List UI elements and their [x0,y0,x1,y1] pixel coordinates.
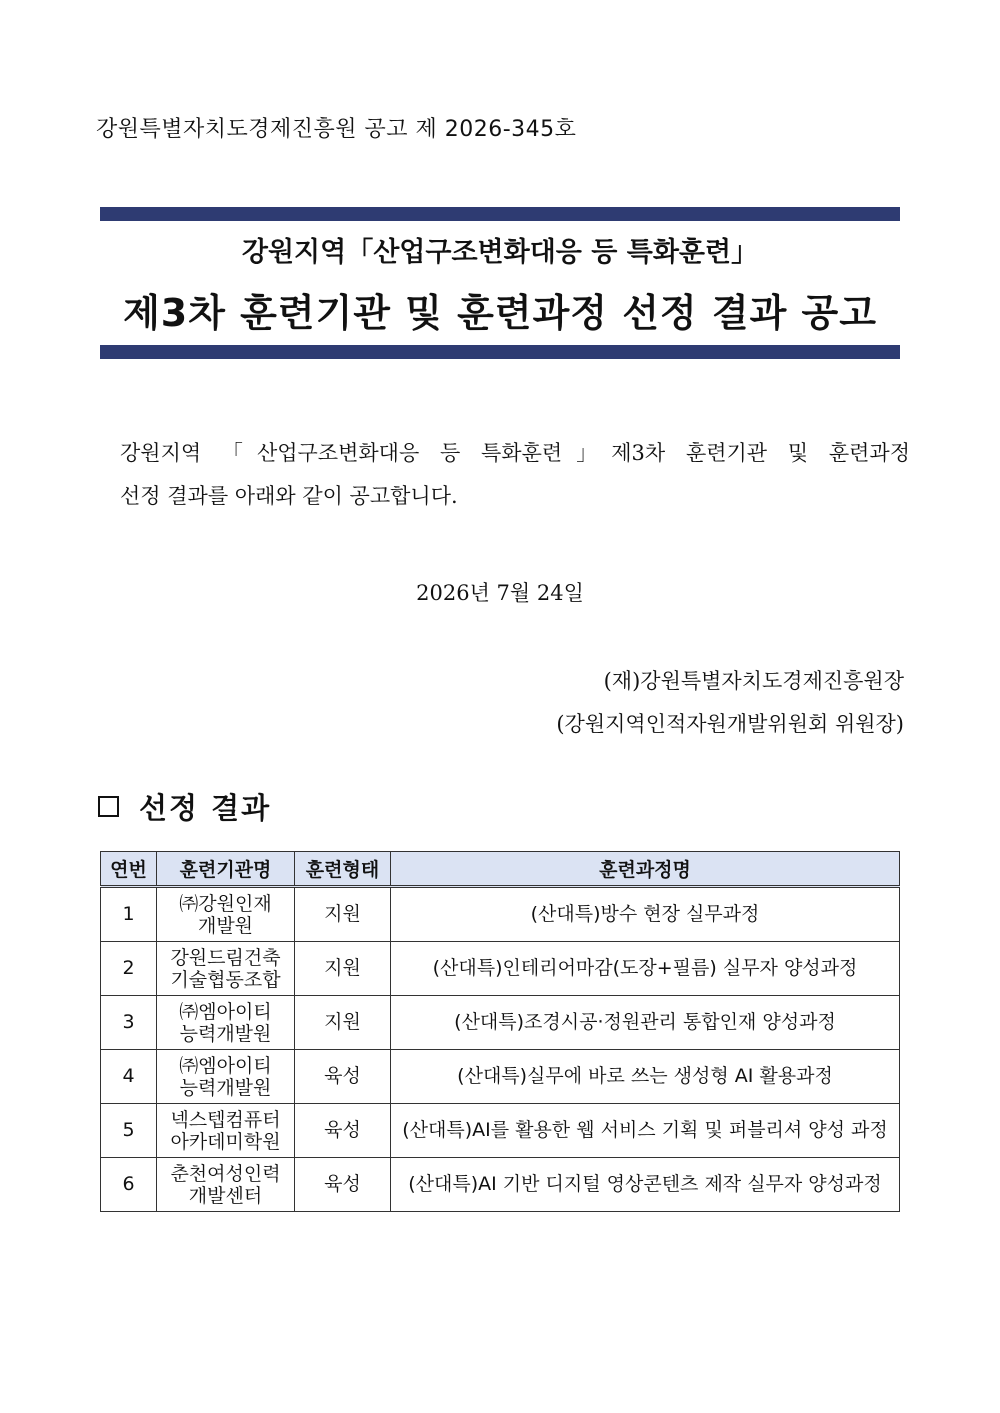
row-institution [157,996,295,1050]
notice-number: 강원특별자치도경제진흥원 공고 제 2026-345호 [96,117,577,142]
section-heading [98,786,271,827]
header-institution: 훈련기관명 [157,852,295,887]
announcement-body [120,432,910,518]
row-training-type: 지원 [295,942,391,996]
institution-line1: ㈜엠아이티 [179,1054,272,1077]
table-row [101,887,900,942]
document-title-line1: 강원지역「산업구조변화대응 등 특화훈련」 [241,237,759,268]
row-no: 3 [101,996,157,1050]
header-no: 연번 [101,852,157,887]
header-course-name: 훈련과정명 [391,852,900,887]
row-course-name: (산대특)AI를 활용한 웹 서비스 기획 및 퍼블리셔 양성 과정 [391,1104,900,1158]
institution-line2: 개발원 [197,914,254,937]
row-course-name: (산대특)AI 기반 디지털 영상콘텐츠 제작 실무자 양성과정 [391,1158,900,1212]
row-no: 5 [101,1104,157,1158]
table-header-row [101,852,900,887]
section-title: 선정 결과 [139,791,272,825]
announcement-body-line1: 강원지역 「산업구조변화대응 등 특화훈련」제3차 훈련기관 및 훈련과정 [120,441,910,465]
table-row [101,942,900,996]
issuer-name: (재)강원특별자치도경제진흥원장 [603,669,904,693]
issuer-committee: (강원지역인적자원개발위원회 위원장) [556,712,904,736]
title-bar-bottom [100,345,900,359]
table-row [101,1050,900,1104]
table-row [101,1104,900,1158]
empty-square-icon [98,796,119,817]
row-course-name: (산대특)방수 현장 실무과정 [391,887,900,942]
institution-line1: 강원드림건축 [170,946,281,969]
table-row [101,1158,900,1212]
row-course-name: (산대특)실무에 바로 쓰는 생성형 AI 활용과정 [391,1050,900,1104]
institution-line1: ㈜엠아이티 [179,1000,272,1023]
row-no: 4 [101,1050,157,1104]
row-institution [157,942,295,996]
results-table [100,851,900,1212]
institution-line2: 기술협동조합 [170,968,281,991]
document-title-line2: 제3차 훈련기관 및 훈련과정 선정 결과 공고 [123,291,877,335]
row-institution [157,887,295,942]
row-training-type: 육성 [295,1050,391,1104]
row-institution [157,1158,295,1212]
row-training-type: 지원 [295,887,391,942]
row-institution [157,1050,295,1104]
header-training-type: 훈련형태 [295,852,391,887]
institution-line2: 아카데미학원 [170,1130,281,1153]
issuer-block [556,660,904,746]
row-training-type: 지원 [295,996,391,1050]
title-bar-top [100,207,900,221]
institution-line2: 능력개발원 [179,1022,272,1045]
row-no: 6 [101,1158,157,1212]
institution-line2: 개발센터 [188,1184,263,1207]
announcement-date: 2026년 7월 24일 [416,581,584,605]
institution-line1: ㈜강원인재 [179,892,272,915]
row-course-name: (산대특)조경시공·정원관리 통합인재 양성과정 [391,996,900,1050]
announcement-body-line2: 선정 결과를 아래와 같이 공고합니다. [120,484,458,508]
institution-line1: 넥스텝컴퓨터 [170,1108,281,1131]
table-row [101,996,900,1050]
institution-line2: 능력개발원 [179,1076,272,1099]
row-no: 2 [101,942,157,996]
row-no: 1 [101,887,157,942]
row-institution [157,1104,295,1158]
institution-line1: 춘천여성인력 [170,1162,281,1185]
row-course-name: (산대특)인테리어마감(도장+필름) 실무자 양성과정 [391,942,900,996]
row-training-type: 육성 [295,1158,391,1212]
row-training-type: 육성 [295,1104,391,1158]
